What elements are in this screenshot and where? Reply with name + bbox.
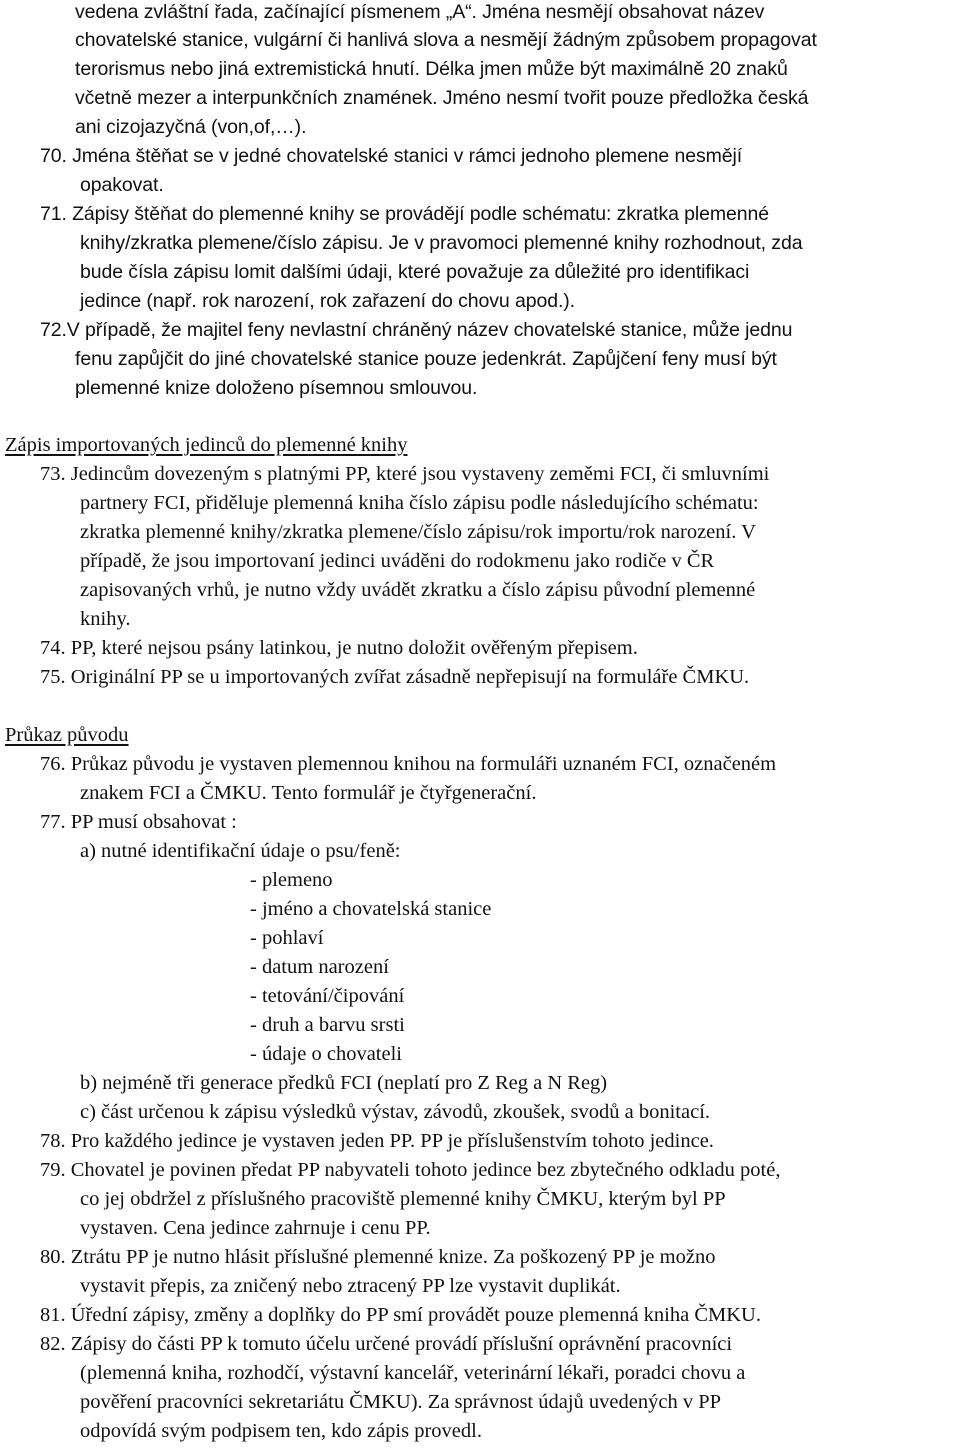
text-line: - jméno a chovatelská stanice xyxy=(250,898,492,920)
text-line: - pohlaví xyxy=(250,927,324,949)
text-line: - plemeno xyxy=(250,869,333,891)
text-line: 77. PP musí obsahovat : xyxy=(40,811,237,833)
text-line: zkratka plemenné knihy/zkratka plemene/číslo zápisu/rok importu/rok narození. V xyxy=(80,521,756,543)
text-line: 78. Pro každého jedince je vystaven jeden PP. PP je příslušenstvím tohoto jedince. xyxy=(40,1130,714,1152)
text-line: 72.V případě, že majitel feny nevlastní chráněný název chovatelské stanice, může jednu xyxy=(40,319,793,341)
text-line: případě, že jsou importovaní jedinci uváděni do rodokmenu jako rodiče v ČR xyxy=(80,550,715,572)
text-line: knihy/zkratka plemene/číslo zápisu. Je v pravomoci plemenné knihy rozhodnout, zda xyxy=(80,232,803,254)
text-line: 75. Originální PP se u importovaných zvířat zásadně nepřepisují na formuláře ČMKU. xyxy=(40,666,750,688)
text-line: bude čísla zápisu lomit dalšími údaji, které považuje za důležité pro identifikaci xyxy=(80,261,750,283)
text-line: (plemenná kniha, rozhodčí, výstavní kancelář, veterinární lékaři, poradci chovu a xyxy=(80,1362,746,1384)
text-line: znakem FCI a ČMKU. Tento formulář je čtyřgenerační. xyxy=(80,782,537,804)
text-line: 76. Průkaz původu je vystaven plemennou knihou na formuláři uznaném FCI, označeném xyxy=(40,753,777,775)
section-heading: Zápis importovaných jedinců do plemenné knihy xyxy=(5,434,408,456)
text-line: vystaven. Cena jedince zahrnuje i cenu PP. xyxy=(80,1217,431,1239)
text-line: - druh a barvu srsti xyxy=(250,1014,405,1036)
text-line: vystavit přepis, za zničený nebo ztracený PP lze vystavit duplikát. xyxy=(80,1275,621,1297)
text-line: 74. PP, které nejsou psány latinkou, je nutno doložit ověřeným přepisem. xyxy=(40,637,638,659)
text-line: 82. Zápisy do části PP k tomuto účelu určené provádí příslušní oprávnění pracovníci xyxy=(40,1333,733,1355)
text-line: ani cizojazyčná (von,of,…). xyxy=(75,116,307,138)
text-line: 80. Ztrátu PP je nutno hlásit příslušné plemenné knize. Za poškozený PP je možno xyxy=(40,1246,716,1268)
text-line: knihy. xyxy=(80,608,131,630)
text-line: jedince (např. rok narození, rok zařazení do chovu apod.). xyxy=(80,290,575,312)
text-line: fenu zapůjčit do jiné chovatelské stanice pouze jedenkrát. Zapůjčení feny musí být xyxy=(75,348,777,370)
text-line: 71. Zápisy štěňat do plemenné knihy se provádějí podle schématu: zkratka plemenné xyxy=(40,203,769,225)
text-line: plemenné knize doloženo písemnou smlouvou. xyxy=(75,377,478,399)
text-line: - údaje o chovateli xyxy=(250,1043,402,1065)
text-line: chovatelské stanice, vulgární či hanlivá slova a nesmějí žádným způsobem propagovat xyxy=(75,29,817,51)
text-line: - datum narození xyxy=(250,956,389,978)
text-line: vedena zvláštní řada, začínající písmenem „A“. Jména nesmějí obsahovat název xyxy=(75,1,765,23)
text-line: c) část určenou k zápisu výsledků výstav, závodů, zkoušek, svodů a bonitací. xyxy=(80,1101,711,1123)
text-line: odpovídá svým podpisem ten, kdo zápis provedl. xyxy=(80,1420,482,1442)
text-line: 79. Chovatel je povinen předat PP nabyvateli tohoto jedince bez zbytečného odkladu poté, xyxy=(40,1159,781,1181)
text-line: pověření pracovníci sekretariátu ČMKU). Za správnost údajů uvedených v PP xyxy=(80,1391,722,1413)
text-line: co jej obdržel z příslušného pracoviště plemenné knihy ČMKU, kterým byl PP xyxy=(80,1188,726,1210)
text-line: partnery FCI, přiděluje plemenná kniha číslo zápisu podle následujícího schématu: xyxy=(80,492,759,514)
section-heading: Průkaz původu xyxy=(5,724,129,746)
text-line: a) nutné identifikační údaje o psu/feně: xyxy=(80,840,401,862)
text-line: 81. Úřední zápisy, změny a doplňky do PP smí provádět pouze plemenná kniha ČMKU. xyxy=(40,1304,761,1326)
text-line: b) nejméně tři generace předků FCI (neplatí pro Z Reg a N Reg) xyxy=(80,1072,608,1094)
text-line: včetně mezer a interpunkčních znamének. Jméno nesmí tvořit pouze předložka česká xyxy=(75,87,809,109)
text-line: zapisovaných vrhů, je nutno vždy uvádět zkratku a číslo zápisu původní plemenné xyxy=(80,579,756,601)
text-line: 73. Jedincům dovezeným s platnými PP, které jsou vystaveny zeměmi FCI, či smluvními xyxy=(40,463,770,485)
text-line: terorismus nebo jiná extremistická hnutí. Délka jmen může být maximálně 20 znaků xyxy=(75,58,788,80)
text-line: 70. Jména štěňat se v jedné chovatelské stanici v rámci jednoho plemene nesmějí xyxy=(40,145,743,167)
text-line: opakovat. xyxy=(80,174,164,196)
text-line: - tetování/čipování xyxy=(250,985,405,1007)
